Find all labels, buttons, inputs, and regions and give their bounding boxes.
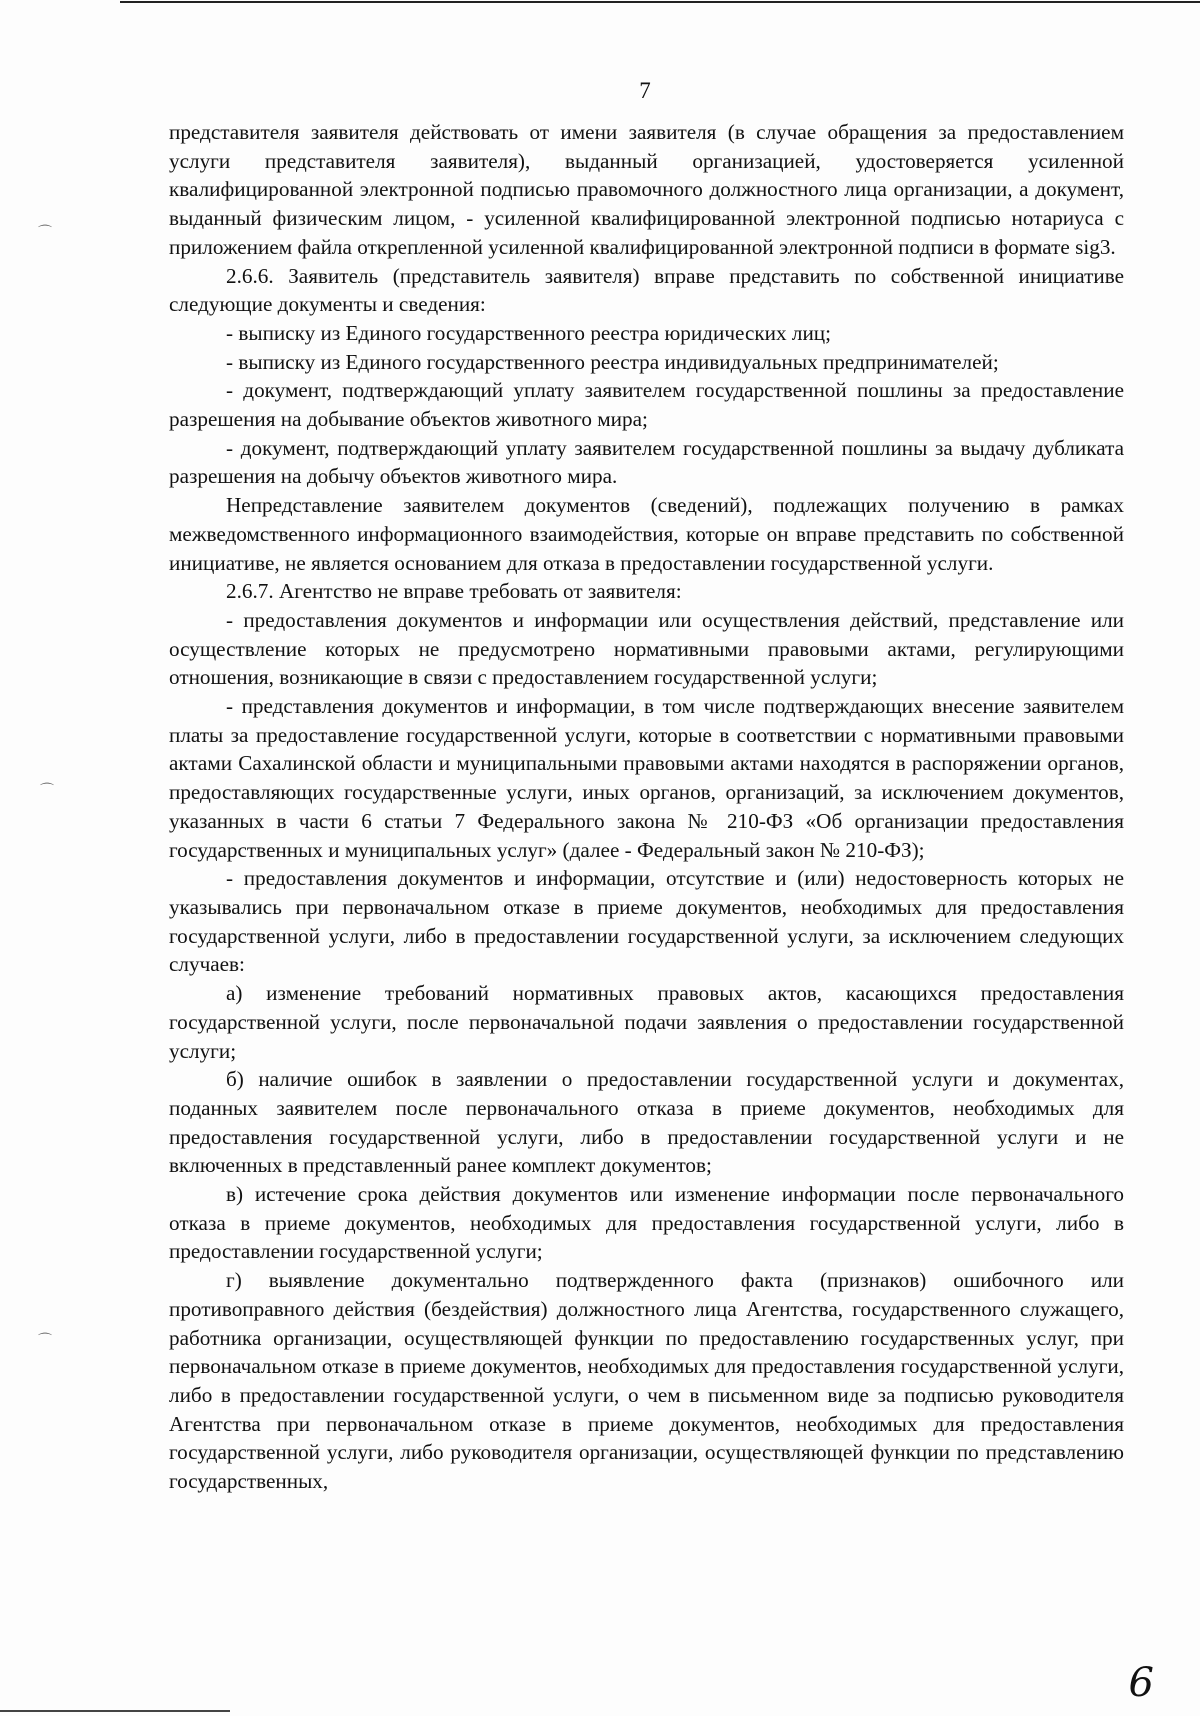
paragraph-4: - выписку из Единого государственного реестра индивидуальных предпринимателей; (226, 349, 999, 374)
paragraph-9: - предоставления документов и информации или осуществления действий, представление или осуществление которых не предусмотрено нормативными правовыми актами, регулирующими отношения, возникающие в связи с предоставлением государственной услуги; (169, 607, 1124, 690)
paragraph-14: в) истечение срока действия документов или изменение информации после первоначального отказа в приеме документов, необходимых для предоставления государственной услуги, либо в предоставлении государственной услуги; (169, 1182, 1124, 1264)
paragraph-1: представителя заявителя действовать от имени заявителя (в случае обращения за предоставлением услуги представителя заявителя), выданный организацией, удостоверяется усиленной квалифицированной электронной подписью правомочного должностного лица организации, а документ, выданный физическим лицом, - усиленной квалифицированной электронной подписью нотариуса с приложением файла открепленной усиленной квалифицированной электронной подписи в формате sig3. (169, 120, 1124, 259)
page-number: 7 (639, 78, 651, 103)
paragraph-15: г) выявление документально подтвержденного факта (признаков) ошибочного или противоправного действия (бездействия) должностного лица Агентства, государственного служащего, работника организации, осуществляющей функции по предоставлению государственных услуг, при первоначальном отказе в приеме документов, необходимых для предоставления государственной услуги, либо в предоставлении государственной услуги, о чем в письменном виде за подписью руководителя Агентства при первоначальном отказе в приеме документов, необходимых для предоставления государственной услуги, либо руководителя организации, осуществляющей функции по представлению государственных, (169, 1268, 1124, 1494)
paragraph-6: - документ, подтверждающий уплату заявителем государственной пошлины за выдачу дубликата разрешения на добычу объектов животного мира. (169, 435, 1124, 489)
paragraph-10: - представления документов и информации, в том числе подтверждающих внесение заявителем платы за предоставление государственной услуги, которые в соответствии с нормативными правовыми актами Сахалинской области и муниципальными правовыми актами находятся в распоряжении органов, предоставляющих государственные услуги, иных органов, организаций, за исключением документов, указанных в части 6 статьи 7 Федерального закона № 210-ФЗ «Об организации предоставления государственных и муниципальных услуг» (далее - Федеральный закон № 210-ФЗ); (169, 694, 1124, 862)
scan-artifact-mark: ⌒ (38, 225, 52, 241)
bottom-border-line (0, 1710, 230, 1712)
document-body (169, 118, 1124, 1496)
paragraph-5: - документ, подтверждающий уплату заявителем государственной пошлины за предоставление разрешения на добывание объектов животного мира; (169, 378, 1124, 432)
handwritten-page-number: 6 (1128, 1660, 1154, 1706)
paragraph-11: - предоставления документов и информации, отсутствие и (или) недостоверность которых не указывались при первоначальном отказе в приеме документов, необходимых для предоставления государственной услуги, либо в предоставлении государственной услуги, за исключением следующих случаев: (169, 866, 1124, 977)
paragraph-7: Непредставление заявителем документов (сведений), подлежащих получению в рамках межведомственного информационного взаимодействия, которые он вправе представить по собственной инициативе, не является основанием для отказа в предоставлении государственной услуги. (169, 493, 1124, 575)
scan-artifact-mark: ⌒ (40, 783, 54, 799)
top-border-line (120, 1, 1200, 3)
paragraph-8: 2.6.7. Агентство не вправе требовать от заявителя: (226, 579, 682, 604)
paragraph-13: б) наличие ошибок в заявлении о предоставлении государственной услуги и документах, поданных заявителем после первоначального отказа в приеме документов, необходимых для предоставления государственной услуги, либо в предоставлении государственной услуги и не включенных в представленный ранее комплект документов; (169, 1067, 1124, 1178)
paragraph-2: 2.6.6. Заявитель (представитель заявителя) вправе представить по собственной инициативе следующие документы и сведения: (169, 263, 1124, 317)
paragraph-12: а) изменение требований нормативных правовых актов, касающихся предоставления государственной услуги, после первоначальной подачи заявления о предоставлении государственной услуги; (169, 981, 1124, 1063)
scan-artifact-mark: ⌒ (38, 1333, 52, 1349)
paragraph-3: - выписку из Единого государственного реестра юридических лиц; (226, 320, 832, 345)
